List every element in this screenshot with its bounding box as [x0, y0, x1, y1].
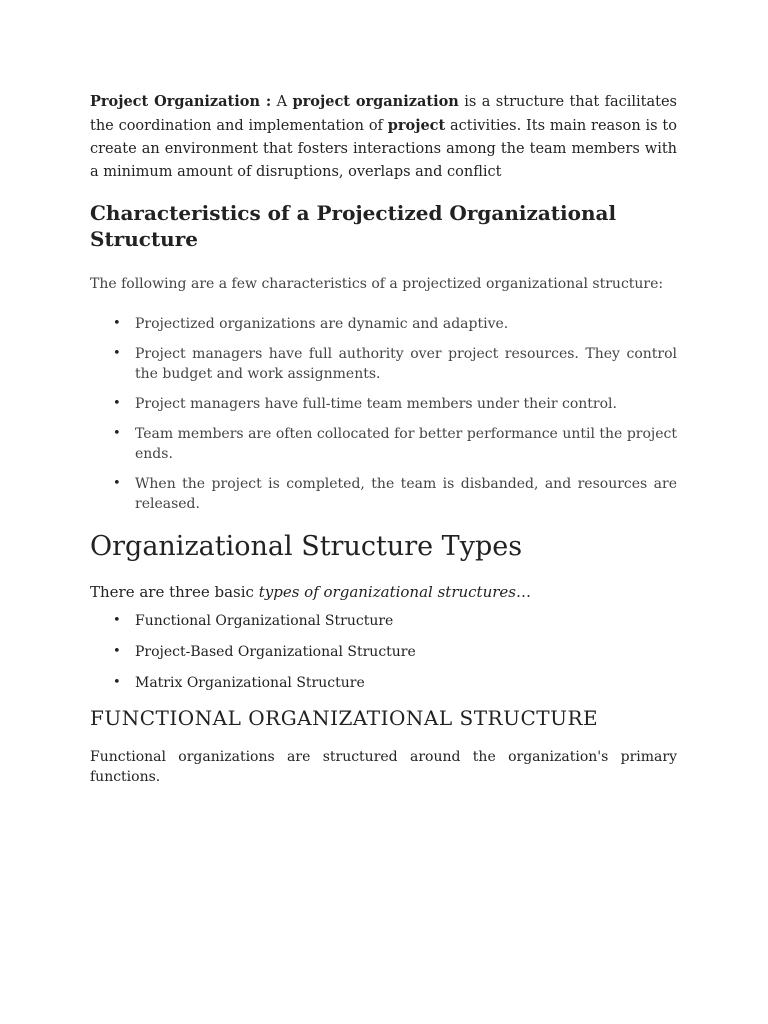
functional-text: Functional organizations are structured around the organization's primary functions.	[90, 749, 677, 785]
characteristics-heading: Characteristics of a Projectized Organizational Structure	[90, 201, 617, 251]
intro-term: project organization	[292, 93, 459, 110]
bullet-icon: •	[113, 426, 121, 441]
bullet-icon: •	[113, 316, 121, 331]
list-item	[113, 394, 677, 414]
list-item	[113, 642, 677, 662]
intro-label: Project Organization :	[90, 93, 272, 110]
types-list	[90, 611, 677, 693]
intro-rest: activities. Its main reason is to create an environment that fosters interactions among the team members with a minimum amount of disruptions, overlaps and conflict	[90, 118, 677, 180]
list-item-text: Project managers have full-time team members under their control.	[135, 396, 617, 412]
list-item	[113, 314, 677, 334]
bullet-icon: •	[113, 346, 121, 361]
types-lead-suffix: …	[515, 583, 531, 601]
list-item	[113, 424, 677, 464]
types-lead	[90, 581, 677, 603]
list-item-text: Projectized organizations are dynamic and adaptive.	[135, 316, 509, 332]
list-item	[113, 673, 677, 693]
characteristics-list	[90, 314, 677, 514]
list-item-text: Functional Organizational Structure	[135, 613, 394, 629]
bullet-icon: •	[113, 675, 121, 690]
list-item	[113, 344, 677, 384]
functional-heading: FUNCTIONAL ORGANIZATIONAL STRUCTURE	[90, 706, 599, 730]
list-item-text: Project managers have full authority over project resources. They control the budget and work assignments.	[135, 346, 677, 382]
intro-paragraph	[90, 90, 677, 184]
list-item-text: Matrix Organizational Structure	[135, 675, 365, 691]
list-item	[113, 474, 677, 514]
list-item	[113, 611, 677, 631]
intro-term2: project	[387, 117, 446, 134]
types-heading: Organizational Structure Types	[90, 531, 523, 562]
types-lead-prefix: There are three basic	[90, 583, 259, 601]
intro-middle: is a structure that facilitates the coordination and implementation of	[90, 94, 677, 134]
document-page	[90, 90, 677, 787]
characteristics-lead: The following are a few characteristics of a projectized organizational structure:	[90, 276, 664, 292]
list-item-text: When the project is completed, the team is disbanded, and resources are released.	[135, 476, 677, 512]
bullet-icon: •	[113, 613, 121, 628]
list-item-text: Project-Based Organizational Structure	[135, 644, 416, 660]
bullet-icon: •	[113, 396, 121, 411]
bullet-icon: •	[113, 476, 121, 491]
list-item-text: Team members are often collocated for better performance until the project ends.	[135, 426, 677, 462]
intro-pre-term: A	[271, 94, 293, 110]
bullet-icon: •	[113, 644, 121, 659]
types-lead-italic: types of organizational structures	[258, 583, 516, 601]
